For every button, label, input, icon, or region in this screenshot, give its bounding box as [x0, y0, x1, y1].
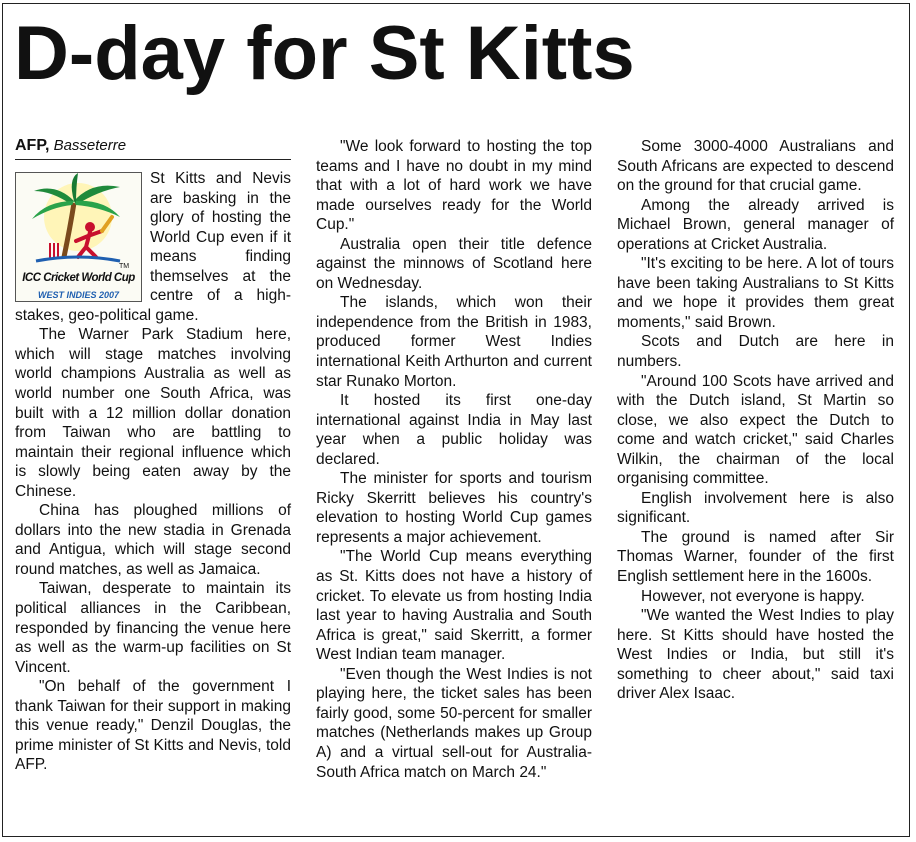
- byline-divider: [15, 159, 291, 160]
- paragraph: Australia open their title defence against the minnows of Scotland here on Wednesday.: [316, 235, 592, 292]
- paragraph: Taiwan, desperate to maintain its political alliances in the Caribbean, responded by financing the venue here as well as the warm-up facilities on St Vincent.: [15, 580, 291, 676]
- paragraph: "We wanted the West Indies to play here. St Kitts should have hosted the West Indies or India, but still it's something to cheer about," said taxi driver Alex Isaac.: [617, 607, 894, 703]
- logo-subtitle: WEST INDIES 2007: [37, 290, 120, 300]
- paragraph: "The World Cup means everything as St. Kitts does not have a history of cricket. To elevate us from hosting India last year to having Australia and South Africa is great," said Skerritt, a former West Indian team manager.: [316, 548, 592, 664]
- paragraph: "Even though the West Indies is not playing here, the ticket sales has been fairly good, some 50-percent for smaller matches (Netherlands makes up Group A) and a virtual sell-out for Australia-South Africa match on March 24.": [316, 665, 592, 781]
- article-column-3: [617, 137, 894, 704]
- paragraph: However, not everyone is happy.: [641, 587, 865, 605]
- paragraph: It hosted its first one-day international against India in May last year when a public holiday was declared.: [316, 392, 592, 468]
- paragraph: The islands, which won their independence from the British in 1983, produced former West Indies international Keith Arthurton and current star Runako Morton.: [316, 294, 592, 390]
- paragraph: St Kitts and Nevis are basking in the glory of hosting the World Cup even if it means finding themselves at the centre of a high-stakes, geo-political game.: [15, 170, 291, 324]
- paragraph: The Warner Park Stadium here, which will stage matches involving world champions Australia as well as world number one South Africa, was built with a 12 million dollar donation from Taiwan who are battling to maintain their regional influence which is slowly being eaten away by the Chinese.: [15, 326, 291, 500]
- paragraph: "Around 100 Scots have arrived and with the Dutch island, St Martin so close, we also expect the Dutch to come and watch cricket," said Charles Wilkin, the chairman of the local organising committee.: [617, 372, 894, 488]
- paragraph: "On behalf of the government I thank Taiwan for their support in making this venue ready," Denzil Douglas, the prime minister of St Kitts and Nevis, told AFP.: [15, 678, 291, 774]
- paragraph: Some 3000-4000 Australians and South Africans are expected to descend on the ground for that crucial game.: [617, 138, 894, 195]
- paragraph: Scots and Dutch are here in numbers.: [617, 333, 894, 371]
- byline-location: Basseterre: [53, 137, 127, 154]
- headline: D-day for St Kitts: [14, 11, 635, 96]
- paragraph: Among the already arrived is Michael Brown, general manager of operations at Cricket Australia.: [617, 196, 894, 253]
- paragraph: The minister for sports and tourism Ricky Skerritt believes his country's elevation to hosting World Cup games represents a major achievement.: [316, 470, 592, 546]
- paragraph: "We look forward to hosting the top teams and I have no doubt in my mind that with a lot of hard work we have made ourselves ready for the World Cup.": [316, 138, 592, 234]
- logo-title: ICC Cricket World Cup: [22, 272, 135, 284]
- world-cup-logo: [15, 172, 142, 302]
- paragraph: The ground is named after Sir Thomas Warner, founder of the first English settlement here in the 1600s.: [617, 528, 894, 586]
- paragraph: China has ploughed millions of dollars into the new stadia in Grenada and Antigua, which will stage second round matches, as well as Jamaica.: [15, 502, 291, 578]
- paragraph: English involvement here is also significant.: [617, 489, 894, 527]
- logo-tm: TM: [119, 263, 130, 270]
- paragraph: "It's exciting to be here. A lot of tours have been taking Australians to St Kitts and we hope it provides them great moments," said Brown.: [617, 255, 894, 331]
- byline-agency: AFP,: [15, 137, 50, 154]
- byline: [15, 137, 291, 155]
- article-column-1: [15, 137, 291, 775]
- article-column-2: [316, 137, 592, 782]
